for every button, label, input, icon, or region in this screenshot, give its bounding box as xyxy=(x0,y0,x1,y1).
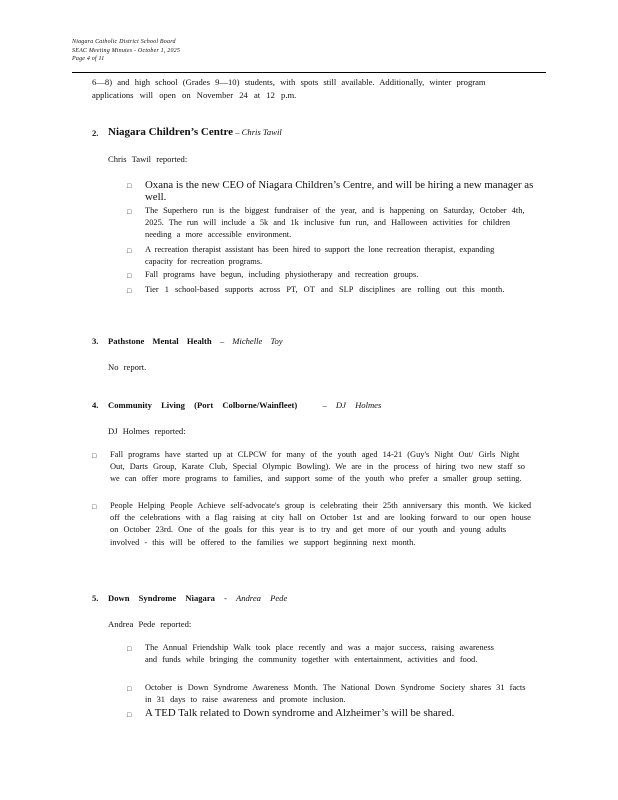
section-presenter: - Andrea Pede xyxy=(224,593,288,603)
bullet-text: October is Down Syndrome Awareness Month. The National Down Syndrome Society shares 31 facts in 31 days to raise awareness and promote inclusion. xyxy=(145,683,526,705)
section-presenter: – DJ Holmes xyxy=(322,400,382,410)
bullet-text: People Helping People Achieve self-advocate's group is celebrating their 25th anniversary this month. We kicked off the celebrations with a flag raising at city hall on October 1st and are looking forward to our open house on October 23rd. One of the goals for this year is to try and get more of our youth and young adults involved - this will be offered to the families we support beginning next month. xyxy=(110,501,532,547)
section-heading xyxy=(108,126,282,138)
intro-line-1: 6—8) and high school (Grades 9—10) students, with spots still available. Additionally, winter program xyxy=(92,77,486,87)
bullet-marker: □ xyxy=(127,287,132,295)
bullet-marker: □ xyxy=(127,182,132,190)
bullet-text: A recreation therapist assistant has been hired to support the lone recreation therapist, expanding capacity for recreation programs. xyxy=(145,245,495,267)
section-title: Niagara Children’s Centre xyxy=(108,126,234,138)
section-reported: No report. xyxy=(108,362,147,372)
section-number: 2. xyxy=(92,128,99,138)
intro-paragraph xyxy=(92,76,542,101)
section-number: 3. xyxy=(92,336,99,346)
section-title: Community Living (Port Colborne/Wainfleet) xyxy=(108,400,298,410)
bullet-marker: □ xyxy=(127,645,132,653)
section-reported: Chris Tawil reported: xyxy=(108,154,188,164)
header-divider xyxy=(72,72,546,73)
section-presenter: – Chris Tawil xyxy=(235,127,282,137)
bullet-marker: □ xyxy=(127,247,132,255)
bullet-marker: □ xyxy=(92,452,97,460)
bullet-text: Tier 1 school-based supports across PT, OT and SLP disciplines are rolling out this month. xyxy=(145,285,505,294)
bullet-marker: □ xyxy=(127,208,132,216)
section-heading xyxy=(108,336,283,346)
section-title: Down Syndrome Niagara xyxy=(108,593,215,603)
section-title: Pathstone Mental Health xyxy=(108,336,212,346)
section-presenter: – Michelle Toy xyxy=(219,336,283,346)
section-number: 5. xyxy=(92,593,99,603)
bullet-marker: □ xyxy=(92,503,97,511)
bullet-text: Fall programs have begun, including physiotherapy and recreation groups. xyxy=(145,270,419,279)
page-header xyxy=(72,38,180,64)
bullet-marker: □ xyxy=(127,711,132,719)
bullet-text: The Superhero run is the biggest fundraiser of the year, and is happening on Saturday, October 4th, 2025. The run will include a 5k and 1k inclusive fun run, and Halloween activities for children needing a more accessible environment. xyxy=(145,206,525,240)
bullet-text: The Annual Friendship Walk took place recently and was a major success, raising awareness and funds while bringing the community together with entertainment, activities and food. xyxy=(145,643,494,665)
intro-line-2: applications will open on November 24 at 12 p.m. xyxy=(92,89,297,100)
section-reported: Andrea Pede reported: xyxy=(108,619,192,629)
section-heading xyxy=(108,400,381,410)
bullet-text: Fall programs have started up at CLPCW for many of the youth aged 14-21 (Guy's Night Out/ Girls Night Out, Darts Group, Karate Club, Special Olympic Bowling). We are in the process of hiring two new staff so we can offer more programs to families, and support some of the youth who prefer a smaller group setting. xyxy=(110,450,525,484)
header-page-number: Page 4 of 11 xyxy=(72,56,105,62)
section-reported: DJ Holmes reported: xyxy=(108,426,186,436)
header-meeting: SEAC Meeting Minutes - October 1, 2025 xyxy=(72,47,181,54)
bullet-text: Oxana is the new CEO of Niagara Children’s Centre, and will be hiring a new manager as well. xyxy=(145,179,534,203)
section-heading xyxy=(108,593,287,603)
bullet-text: A TED Talk related to Down syndrome and Alzheimer’s will be shared. xyxy=(145,707,455,719)
bullet-marker: □ xyxy=(127,272,132,280)
header-board-name: Niagara Catholic District School Board xyxy=(72,39,176,45)
bullet-marker: □ xyxy=(127,685,132,693)
section-number: 4. xyxy=(92,400,99,410)
